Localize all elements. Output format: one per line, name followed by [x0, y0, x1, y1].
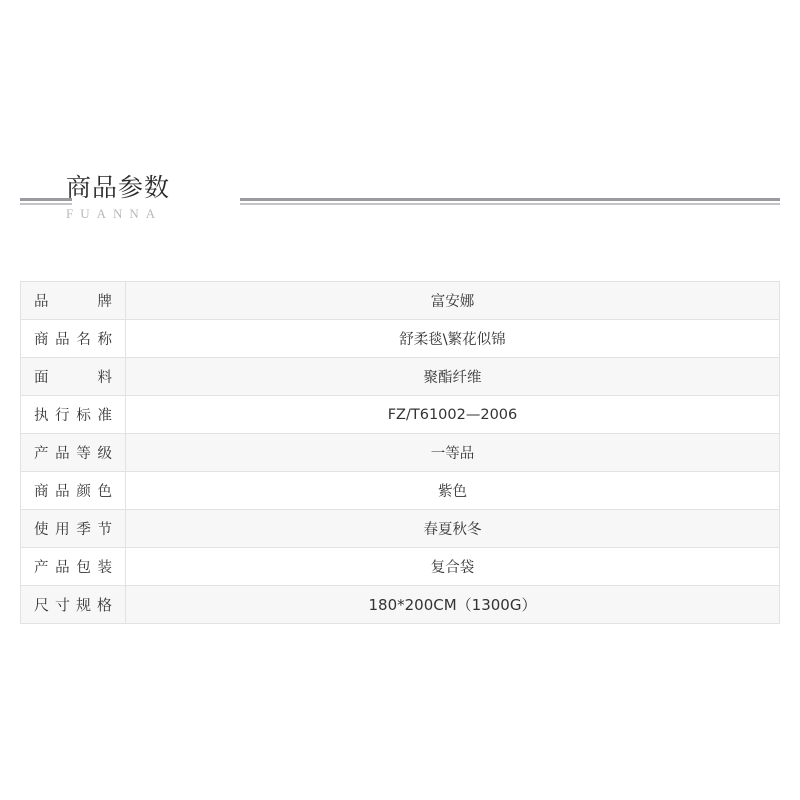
spec-label-text: 产品包装	[34, 560, 112, 576]
spec-label	[21, 396, 126, 434]
table-row	[21, 586, 780, 624]
spec-label	[21, 434, 126, 472]
title-group	[66, 172, 326, 222]
spec-label-text: 使用季节	[34, 522, 112, 538]
spec-label	[21, 320, 126, 358]
spec-label-text: 商品名称	[34, 332, 112, 348]
spec-value: 紫色	[126, 472, 780, 510]
spec-label-text: 商品颜色	[34, 484, 112, 500]
spec-label-text: 面 料	[34, 370, 112, 386]
page-title: 商品参数	[66, 173, 171, 202]
spec-value: 春夏秋冬	[126, 510, 780, 548]
spec-label	[21, 510, 126, 548]
spec-label-text: 执行标准	[34, 408, 112, 424]
table-row	[21, 434, 780, 472]
section-header	[0, 172, 800, 246]
spec-label	[21, 548, 126, 586]
table-row	[21, 396, 780, 434]
spec-value: 聚酯纤维	[126, 358, 780, 396]
spec-value: FZ/T61002—2006	[126, 396, 780, 434]
table-row	[21, 472, 780, 510]
table-row	[21, 358, 780, 396]
brand-wordmark: FUANNA	[66, 206, 163, 221]
spec-value: 一等品	[126, 434, 780, 472]
spec-value: 舒柔毯\繁花似锦	[126, 320, 780, 358]
spec-label-text: 品 牌	[34, 294, 112, 310]
spec-label-text: 产品等级	[34, 446, 112, 462]
spec-label	[21, 472, 126, 510]
spec-label	[21, 282, 126, 320]
spec-value: 180*200CM（1300G）	[126, 586, 780, 624]
table-row	[21, 510, 780, 548]
spec-value: 复合袋	[126, 548, 780, 586]
spec-label-text: 尺寸规格	[34, 596, 112, 614]
table-row	[21, 282, 780, 320]
spec-table	[20, 281, 780, 624]
table-row	[21, 548, 780, 586]
spec-label	[21, 586, 126, 624]
table-row	[21, 320, 780, 358]
spec-value: 富安娜	[126, 282, 780, 320]
spec-label	[21, 358, 126, 396]
